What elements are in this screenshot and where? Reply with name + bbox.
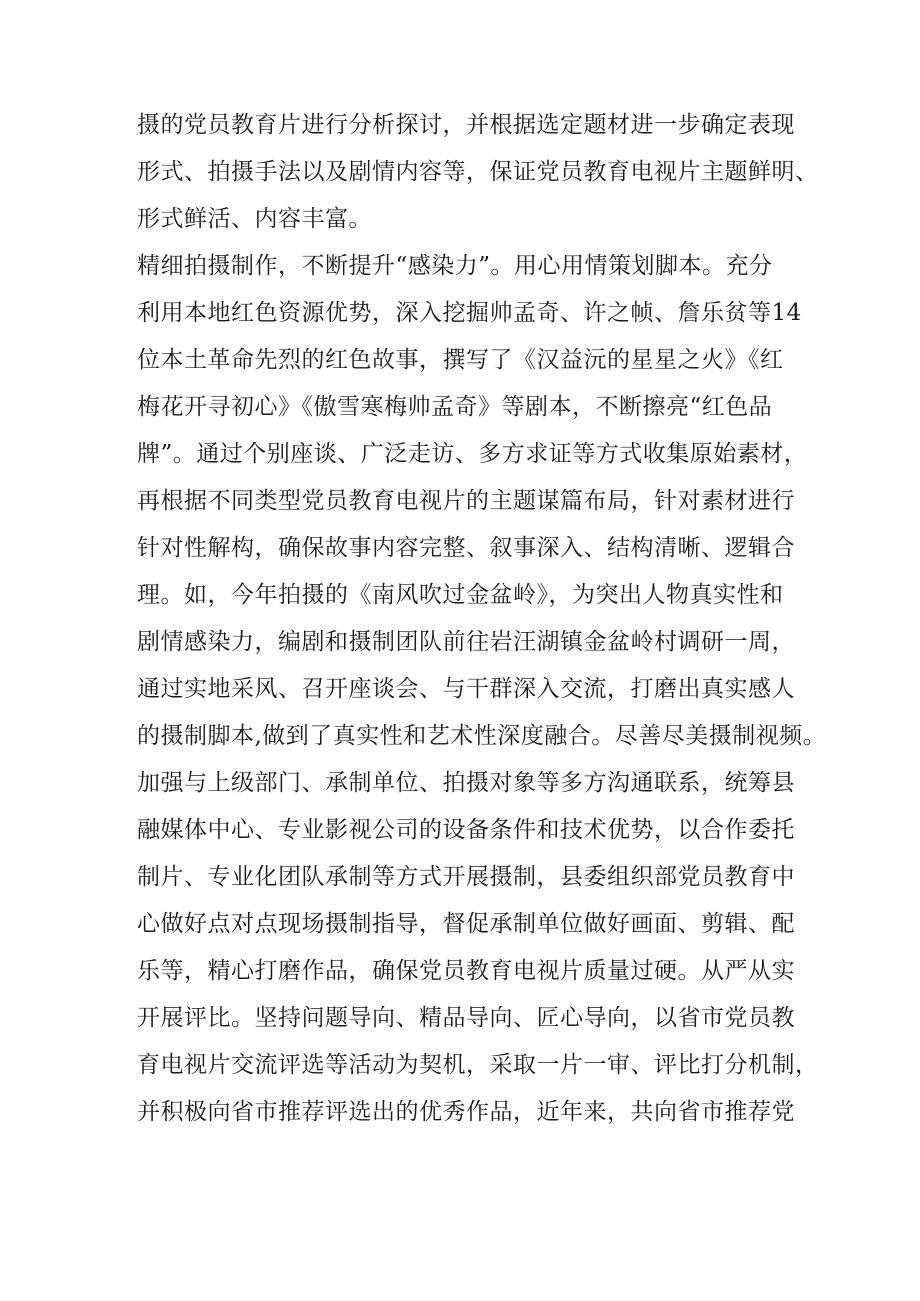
text-line: 牌”。通过个别座谈、广泛走访、多方求证等方式收集原始素材，	[137, 441, 808, 467]
text-line: 利用本地红色资源优势，深入挖掘帅孟奇、许之帧、詹乐贫等14	[137, 300, 802, 326]
text-line: 理。如，今年拍摄的《南风吹过金盆岭》，为突出人物真实性和	[137, 582, 784, 608]
text-line: 形式鲜活、内容丰富。	[137, 206, 372, 232]
text-line: 加强与上级部门、承制单位、拍摄对象等多方沟通联系，统筹县	[137, 770, 795, 796]
text-line: 育电视片交流评选等活动为契机，采取一片一审、评比打分机制，	[137, 1052, 819, 1078]
text-line: 剧情感染力，编剧和摄制团队前往岩汪湖镇金盆岭村调研一周，	[137, 629, 795, 655]
text-line: 再根据不同类型党员教育电视片的主题谋篇布局，针对素材进行	[137, 488, 795, 514]
text-line: 通过实地采风、召开座谈会、与干群深入交流，打磨出真实感人	[137, 676, 795, 702]
text-line: 位本土革命先烈的红色故事，撰写了《汉益沅的星星之火》《红	[137, 347, 784, 373]
text-line: 精细拍摄制作，不断提升“感染力”。用心用情策划脚本。充分	[137, 253, 773, 279]
text-line: 形式、拍摄手法以及剧情内容等，保证党员教育电视片主题鲜明、	[137, 159, 819, 185]
text-line: 制片、专业化团队承制等方式开展摄制，县委组织部党员教育中	[137, 864, 795, 890]
text-line: 乐等，精心打磨作品，确保党员教育电视片质量过硬。从严从实	[137, 958, 795, 984]
text-line: 针对性解构，确保故事内容完整、叙事深入、结构清晰、逻辑合	[137, 535, 795, 561]
text-line: 融媒体中心、专业影视公司的设备条件和技术优势，以合作委托	[137, 817, 795, 843]
text-line: 的摄制脚本,做到了真实性和艺术性深度融合。尽善尽美摄制视频。	[137, 723, 827, 749]
text-line: 摄的党员教育片进行分析探讨，并根据选定题材进一步确定表现	[137, 112, 795, 138]
text-line: 并积极向省市推荐评选出的优秀作品，近年来，共向省市推荐党	[137, 1099, 795, 1125]
text-line: 心做好点对点现场摄制指导，督促承制单位做好画面、剪辑、配	[137, 911, 795, 937]
text-line: 开展评比。坚持问题导向、精品导向、匠心导向，以省市党员教	[137, 1005, 795, 1031]
text-line: 梅花开寻初心》《傲雪寒梅帅孟奇》等剧本，不断擦亮“红色品	[137, 394, 773, 420]
